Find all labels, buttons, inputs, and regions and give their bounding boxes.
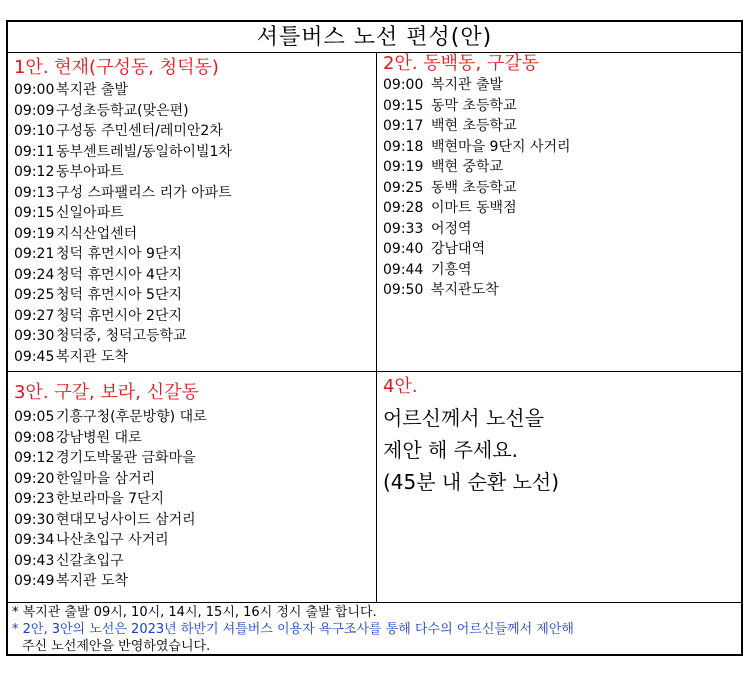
stop-place: 어정역	[431, 220, 472, 237]
stop-time: 09:00	[383, 77, 424, 93]
stop-time: 09:05	[14, 409, 55, 425]
route-stop	[14, 244, 376, 265]
stop-place: 동백 초등학교	[431, 179, 517, 196]
stop-place: 청덕 휴먼시아 4단지	[56, 266, 182, 283]
stop-place: 구성초등학교(맞은편)	[56, 102, 189, 119]
route-stop	[14, 121, 376, 142]
route-stop	[14, 489, 376, 510]
stop-time: 09:30	[14, 511, 55, 528]
stop-place: 강남병원 대로	[56, 429, 142, 446]
stop-place: 청덕 휴먼시아 2단지	[56, 307, 182, 324]
notes-divider	[8, 602, 741, 603]
route-stop	[14, 162, 376, 183]
route-stop	[383, 96, 741, 117]
stop-place: 복지관도착	[431, 282, 499, 298]
plan4-line: 제안 해 주세요.	[383, 438, 518, 462]
route-stop	[383, 280, 741, 301]
stop-time: 09:33	[383, 220, 424, 237]
stop-place: 백현마을 9단지 사거리	[431, 138, 571, 155]
stop-time: 09:45	[14, 348, 55, 365]
stop-time: 09:21	[14, 246, 55, 262]
route-stop	[383, 157, 741, 178]
plan1-title: 1안. 현재(구성동, 청덕동)	[14, 57, 219, 78]
stop-place: 기흥역	[431, 261, 472, 278]
stop-place: 동부아파트	[56, 164, 124, 180]
stop-place: 현대모닝사이드 삼거리	[56, 511, 196, 528]
stop-time: 09:50	[383, 282, 424, 298]
stop-place: 나산초입구 사거리	[56, 532, 169, 548]
stop-time: 09:08	[14, 429, 55, 446]
stop-time: 09:30	[14, 328, 55, 344]
plan2-cell	[377, 53, 741, 371]
stop-time: 09:20	[14, 470, 55, 487]
plan4-title: 4안.	[383, 376, 418, 397]
note-route-origin: * 2안, 3안의 노선은 2023년 하반기 셔틀버스 이용자 욕구조사를 통해 다수의 어르신들께서 제안해	[12, 622, 574, 637]
route-stop	[14, 142, 376, 163]
plan3-title: 3안. 구갈, 보라, 신갈동	[14, 382, 199, 403]
route-stop	[14, 469, 376, 490]
route-stop	[14, 203, 376, 224]
stop-place: 동부센트레빌/동일하이빌1차	[56, 143, 232, 160]
stop-place: 복지관 도착	[56, 573, 129, 589]
stop-time: 09:09	[14, 102, 55, 119]
route-table	[6, 20, 743, 656]
stop-time: 09:11	[14, 143, 55, 160]
plan2-title: 2안. 동백동, 구갈동	[383, 53, 540, 74]
stop-time: 09:25	[14, 287, 55, 303]
stop-place: 구성동 주민센터/레미안2차	[56, 123, 223, 139]
route-stop	[383, 116, 741, 137]
route-stop	[383, 239, 741, 260]
route-stop	[14, 551, 376, 572]
plan4-line: 어르신께서 노선을	[383, 406, 544, 430]
stop-time: 09:24	[14, 266, 55, 283]
stop-place: 동막 초등학교	[431, 97, 517, 114]
plan4-line: (45분 내 순환 노선)	[383, 470, 560, 494]
route-stop	[383, 178, 741, 199]
stop-time: 09:23	[14, 491, 55, 507]
note-departure-times: * 복지관 출발 09시, 10시, 14시, 15시, 16시 정시 출발 합니다.	[12, 605, 377, 620]
stop-time: 09:15	[14, 205, 55, 221]
route-stop	[14, 407, 376, 428]
stop-place: 청덕 휴먼시아 5단지	[56, 287, 182, 303]
stop-time: 09:49	[14, 573, 55, 589]
route-stop	[14, 265, 376, 286]
plan1-cell	[8, 53, 376, 371]
stop-time: 09:12	[14, 164, 55, 180]
route-stop	[14, 80, 376, 101]
stop-place: 복지관 도착	[56, 348, 129, 365]
note-route-origin-cont: 주신 노선제안을 반영하였습니다.	[22, 639, 211, 654]
stop-place: 백현 초등학교	[431, 118, 517, 134]
route-stop	[14, 224, 376, 245]
stop-place: 백현 중학교	[431, 159, 504, 175]
route-stop	[14, 306, 376, 327]
stop-time: 09:10	[14, 123, 55, 139]
stop-time: 09:15	[383, 97, 424, 114]
stop-time: 09:27	[14, 307, 55, 324]
stop-place: 신갈초입구	[56, 552, 124, 569]
route-stop	[14, 510, 376, 531]
stop-time: 09:43	[14, 552, 55, 569]
stop-time: 09:00	[14, 82, 55, 98]
plan2-stop-list	[383, 75, 741, 301]
route-stop	[14, 530, 376, 551]
route-stop	[14, 448, 376, 469]
stop-place: 신일아파트	[56, 205, 124, 221]
route-stop	[383, 75, 741, 96]
stop-time: 09:19	[383, 159, 424, 175]
route-stop	[14, 571, 376, 592]
route-stop	[383, 137, 741, 158]
plan3-stop-list	[14, 404, 376, 592]
stop-time: 09:34	[14, 532, 55, 548]
stop-time: 09:12	[14, 450, 55, 466]
route-stop	[383, 198, 741, 219]
stop-time: 09:44	[383, 261, 424, 278]
route-stop	[383, 219, 741, 240]
route-stop	[14, 285, 376, 306]
route-stop	[14, 347, 376, 368]
stop-time: 09:28	[383, 200, 424, 216]
notes	[12, 604, 737, 655]
route-stop	[14, 428, 376, 449]
stop-place: 강남대역	[431, 241, 486, 257]
stop-place: 경기도박물관 금화마을	[56, 450, 196, 466]
plan4-cell	[377, 372, 741, 602]
stop-place: 한일마을 삼거리	[56, 470, 156, 487]
stop-place: 청덕중, 청덕고등학교	[56, 328, 187, 344]
route-stop	[14, 183, 376, 204]
stop-place: 복지관 출발	[431, 77, 504, 93]
stop-place: 청덕 휴먼시아 9단지	[56, 246, 182, 262]
stop-place: 복지관 출발	[56, 82, 129, 98]
stop-place: 이마트 동백점	[431, 200, 517, 216]
stop-time: 09:19	[14, 225, 55, 242]
stop-place: 지식산업센터	[56, 225, 138, 242]
plan1-stop-list	[14, 79, 376, 367]
stop-time: 09:25	[383, 179, 424, 196]
route-stop	[383, 260, 741, 281]
stop-time: 09:18	[383, 138, 424, 155]
stop-time: 09:40	[383, 241, 424, 257]
route-stop	[14, 326, 376, 347]
stop-place: 한보라마을 7단지	[56, 491, 165, 507]
route-stop	[14, 101, 376, 122]
stop-time: 09:13	[14, 184, 55, 201]
stop-time: 09:17	[383, 118, 424, 134]
plan3-cell	[8, 372, 376, 602]
stop-place: 구성 스파팰리스 리가 아파트	[56, 184, 232, 201]
stop-place: 기흥구청(후문방향) 대로	[56, 409, 207, 425]
page-title: 셔틀버스 노선 편성(안)	[8, 22, 741, 53]
